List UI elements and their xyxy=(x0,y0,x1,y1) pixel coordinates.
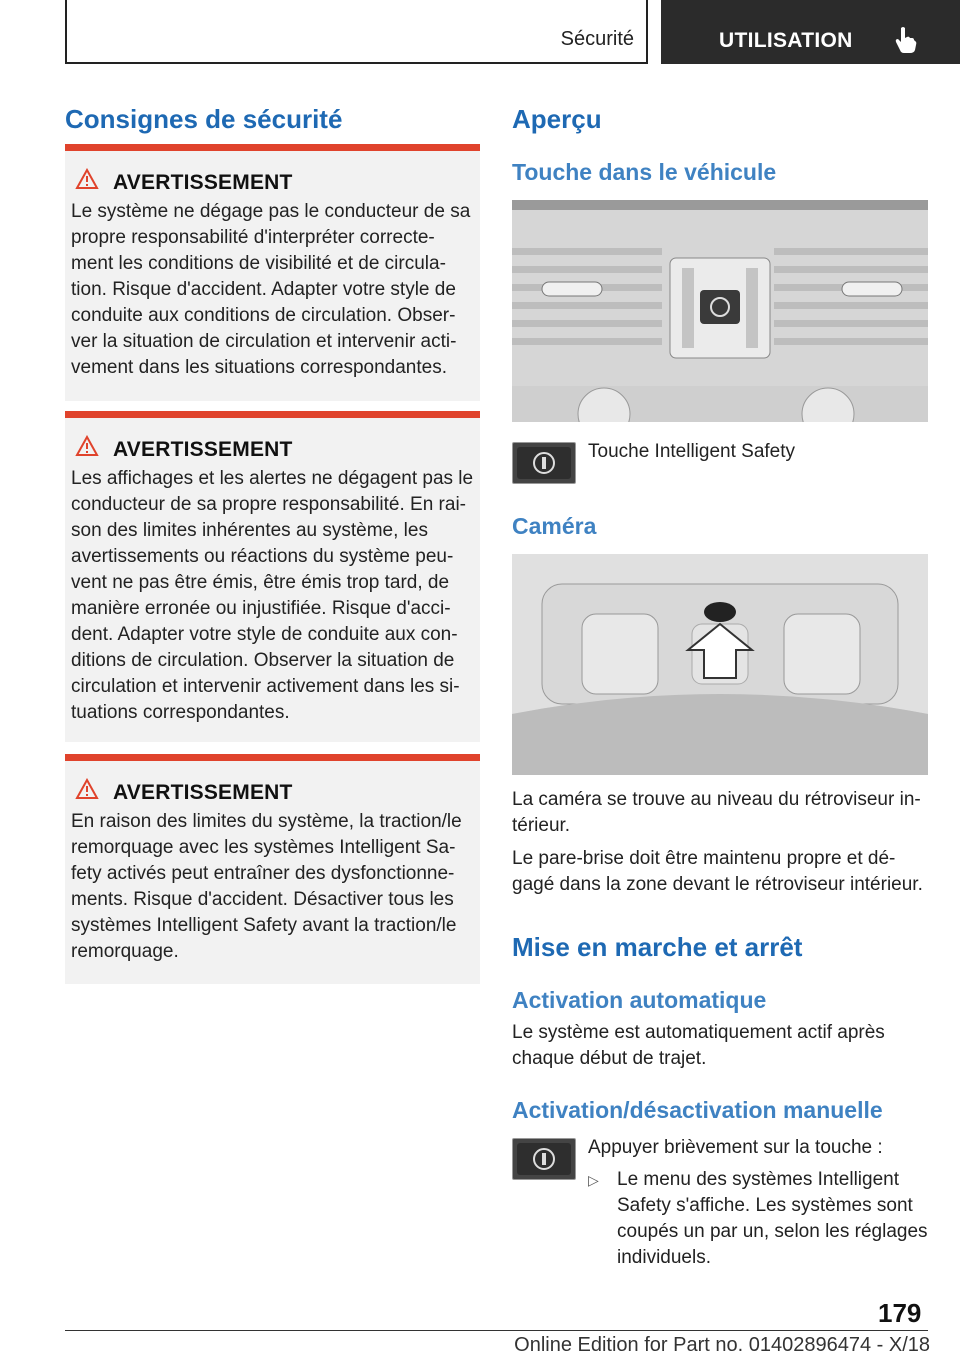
warning-box xyxy=(65,411,480,742)
dashboard-photo xyxy=(512,200,928,422)
bullet-marker: ▷ xyxy=(588,1172,599,1188)
intelligent-safety-icon xyxy=(513,443,575,483)
subsection-title: Touche dans le véhicule xyxy=(512,159,777,185)
warning-triangle-icon xyxy=(75,435,99,457)
press-instruction: Appuyer brièvement sur la touche : xyxy=(588,1137,883,1158)
header-chapter: UTILISATION xyxy=(719,29,853,52)
warning-title: AVERTISSEMENT xyxy=(113,171,293,194)
bullet-text: Le menu des systèmes Intelligent Safety s'affiche. Les systèmes sont coupés un par un, selon les réglages individuels. xyxy=(617,1169,928,1268)
warning-box xyxy=(65,754,480,984)
warning-text: Le système ne dégage pas le conducteur de sa propre responsabilité d'interpréter correcte- ment les conditions de visibilité et de circula- tion. Risque d'accident. Adapter votre style de conduite aux conditions de circulation. Obser- ver la situation de circulation et intervenir acti- vement dans les situations correspondantes. xyxy=(71,201,471,378)
section-title-on-off: Mise en marche et arrêt xyxy=(512,932,803,962)
header-section: Sécurité xyxy=(560,28,634,50)
warning-triangle-icon xyxy=(75,778,99,800)
hand-pointer-icon xyxy=(895,26,917,54)
header-chapter-tab xyxy=(661,0,960,64)
warning-box xyxy=(65,144,480,401)
warning-text: En raison des limites du système, la traction/le remorquage avec les systèmes Intelligent Sa- fety activés peut entraîner des dysfonctionne- ments. Risque d'accident. Désactiver tous les systèmes Intelligent Safety avant la traction/le remorquage. xyxy=(71,811,462,962)
page-number: 179 xyxy=(878,1298,922,1328)
footer-divider xyxy=(65,1330,928,1331)
intelligent-safety-icon xyxy=(513,1139,575,1179)
windshield-text: Le pare-brise doit être maintenu propre et dé- gagé dans la zone devant le rétroviseur intérieur. xyxy=(512,848,923,895)
section-title-apercu: Aperçu xyxy=(512,104,602,134)
header-section-box xyxy=(65,0,648,64)
camera-photo xyxy=(512,554,928,775)
subsection-title-camera: Caméra xyxy=(512,513,597,539)
warning-title: AVERTISSEMENT xyxy=(113,438,293,461)
auto-activation-text: Le système est automatiquement actif après chaque début de trajet. xyxy=(512,1022,885,1069)
warning-title: AVERTISSEMENT xyxy=(113,781,293,804)
warning-text: Les affichages et les alertes ne dégagent pas le conducteur de sa propre responsabilité. En rai- son des limites inhérentes au système, les avertissements ou réactions du système peu- vent ne pas être émis, être émis trop tard, de manière erronée ou injustifiée. Risque d'acci- dent. Adapter votre style de conduite aux con- ditions de circulation. Observer la situation de circulation et intervenir activement dans les si- tuations correspondantes. xyxy=(71,468,474,723)
warning-triangle-icon xyxy=(75,168,99,190)
camera-location-text: La caméra se trouve au niveau du rétroviseur in- térieur. xyxy=(512,789,921,836)
intelligent-safety-button xyxy=(512,1138,576,1180)
footer-edition: Online Edition for Part no. 01402896474 - X/18 xyxy=(514,1334,930,1356)
intelligent-safety-button xyxy=(512,442,576,484)
page-title: Consignes de sécurité xyxy=(65,104,343,134)
button-caption: Touche Intelligent Safety xyxy=(588,441,796,462)
subsection-title-auto: Activation automatique xyxy=(512,987,767,1013)
subsection-title-manual: Activation/désactivation manuelle xyxy=(512,1097,883,1123)
